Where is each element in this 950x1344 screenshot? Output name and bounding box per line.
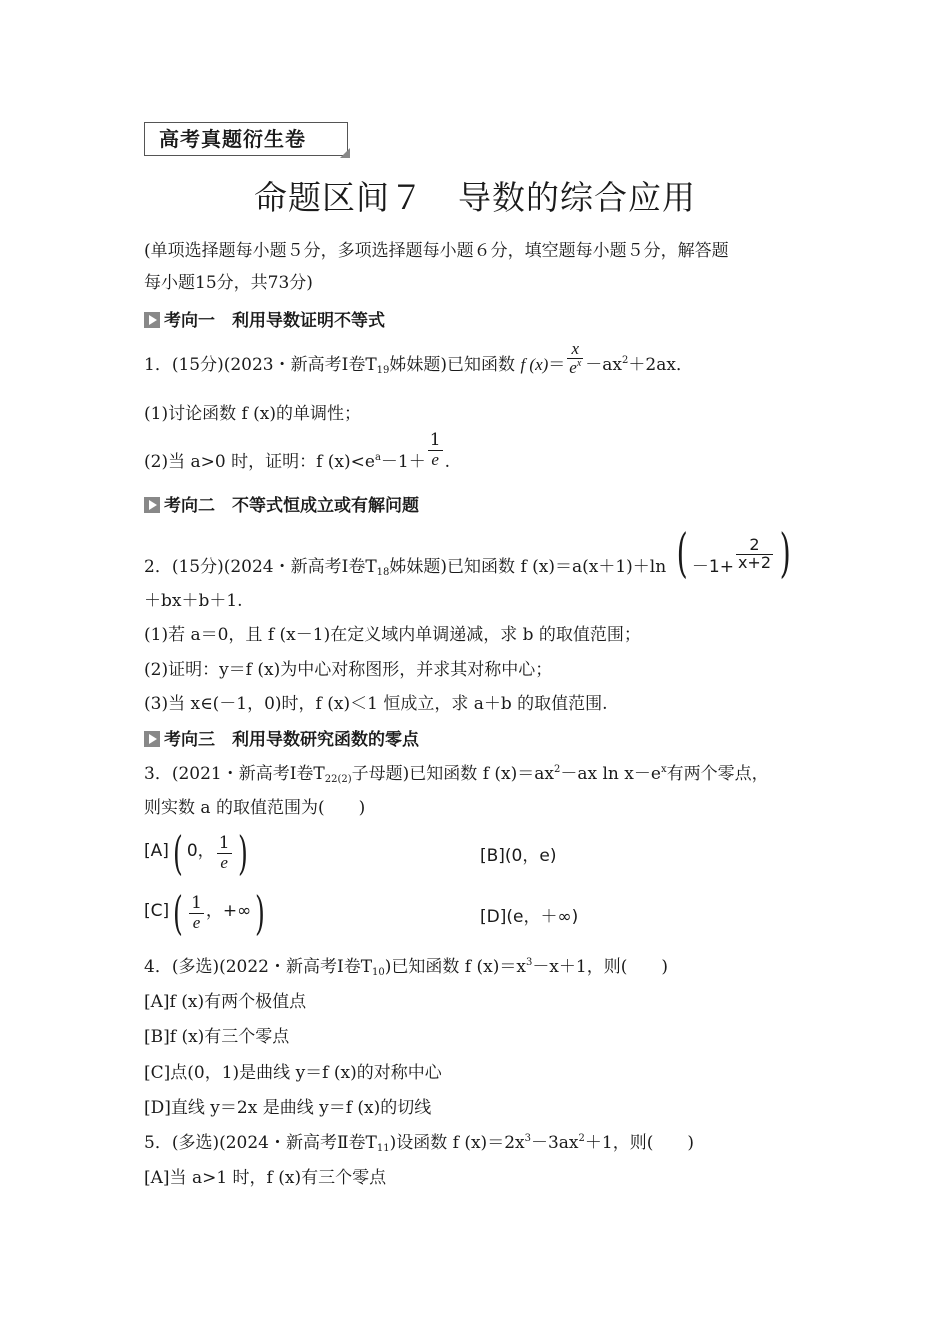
intro-line-1: (单项选择题每小题５分，多项选择题每小题６分，填空题每小题５分，解答题	[144, 241, 729, 261]
question-3-option-b[interactable]: [B](0，e)	[480, 846, 557, 866]
intro-line-2: 每小题15分，共73分)	[144, 273, 313, 293]
section-heading-1: 考向一 利用导数证明不等式	[144, 306, 385, 331]
question-4: 4．(多选)(2022・新高考Ⅰ卷$T_{10}$)已知函数 f $(x)=x^3-x+1$，则( )	[144, 957, 668, 978]
question-3-line-2: 则实数 a 的取值范围为( )	[144, 798, 366, 818]
question-3-option-d[interactable]: [D](e，＋∞)	[480, 907, 579, 927]
question-4-option-c[interactable]: [C]点(0，1)是曲线 y＝f (x)的对称中心	[144, 1063, 442, 1083]
question-1-part-2: (2)当 a>0 时，证明：f $(x)<e^a-1+$ $\frac{1}{e}$ .	[144, 430, 450, 472]
play-triangle-icon	[144, 497, 160, 513]
question-5: 5．(多选)(2024・新高考Ⅱ卷$T_{11}$)设函数 f $(x)=2x^3-3ax^2+1$，则( )	[144, 1133, 694, 1154]
play-triangle-icon	[144, 312, 160, 328]
question-3: 3．(2021・新高考Ⅰ卷$T_{22(2)}$子母题)已知函数 f $(x)=ax^2-ax$ $\ln x-e^x$有两个零点，	[144, 764, 769, 785]
question-3-option-c[interactable]: [C]( $\frac{1}{e}$ ，+∞)	[144, 886, 266, 940]
play-triangle-icon	[144, 731, 160, 747]
page-title: 命题区间７ 导数的综合应用	[254, 178, 696, 217]
exam-series-tag: 高考真题衍生卷	[144, 122, 348, 156]
tag-corner-decoration	[340, 148, 350, 158]
question-2-part-1: (1)若 a＝0，且 f (x－1)在定义域内单调递减，求 b 的取值范围；	[144, 625, 641, 645]
question-2-part-3: (3)当 x∈(－1，0)时，f (x)＜1 恒成立，求 a＋b 的取值范围.	[144, 694, 608, 714]
question-5-option-a[interactable]: [A]当 a>1 时，f (x)有三个零点	[144, 1168, 387, 1188]
question-4-option-b[interactable]: [B]f (x)有三个零点	[144, 1027, 290, 1047]
section-heading-3: 考向三 利用导数研究函数的零点	[144, 725, 419, 750]
question-1-part-1: (1)讨论函数 f (x)的单调性；	[144, 404, 362, 424]
question-2: 2．(15分)(2024・新高考Ⅰ卷$T_{18}$姊妹题)已知函数 f (x)＝a(x＋1)＋ln ( －1+ $\frac{2}{x+2}$ )	[144, 524, 791, 584]
question-4-option-d[interactable]: [D]直线 y＝2x 是曲线 y＝f (x)的切线	[144, 1098, 432, 1118]
question-1: 1．(15分)(2023・新高考Ⅰ卷$T_{19}$姊妹题)已知函数 f (x)＝ $\frac{x}{e^x}$ $-ax^2+2ax$．	[144, 339, 693, 377]
question-3-option-a[interactable]: [A]( 0， $\frac{1}{e}$ )	[144, 826, 248, 880]
question-2-part-2: (2)证明：y＝f (x)为中心对称图形，并求其对称中心；	[144, 660, 553, 680]
section-heading-2: 考向二 不等式恒成立或有解问题	[144, 491, 419, 516]
question-4-option-a[interactable]: [A]f (x)有两个极值点	[144, 992, 307, 1012]
question-2-line-2: ＋bx＋b＋1.	[144, 591, 243, 611]
